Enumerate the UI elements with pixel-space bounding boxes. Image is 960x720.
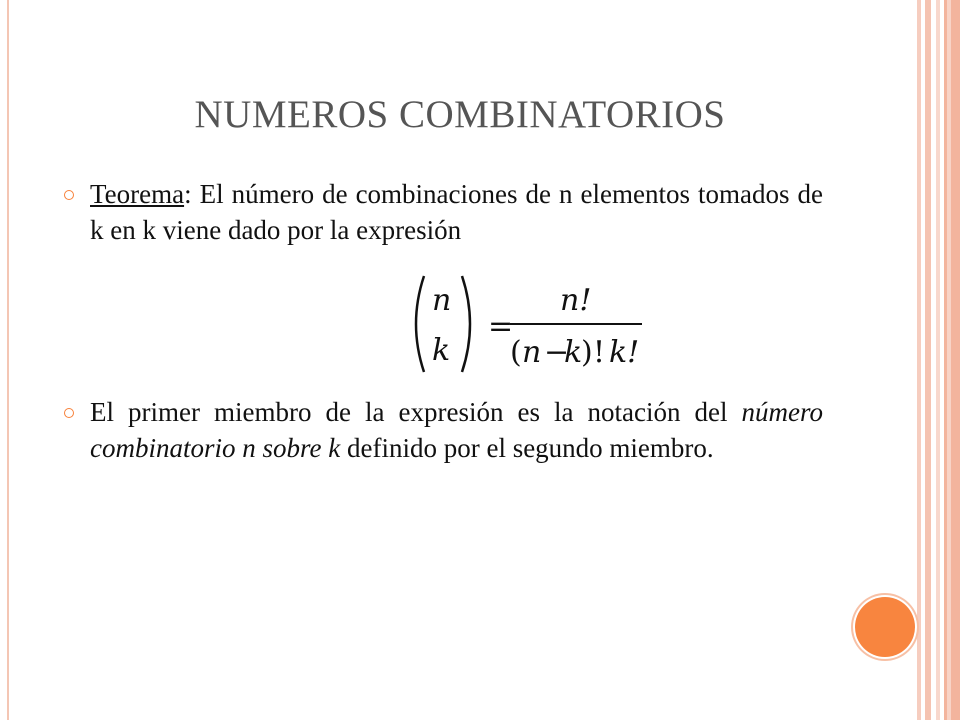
denominator-k: k [564,335,583,370]
denominator-k-factorial: k! [609,335,640,370]
decorative-stripe [936,0,940,720]
binom-top: n [432,283,452,318]
binom-bottom: k [432,333,451,368]
slide-title: NUMEROS COMBINATORIOS [194,93,726,136]
binomial-formula [410,272,660,376]
decorative-stripe [925,0,931,720]
bullet-circle-icon [64,408,74,418]
notation-text-before: El primer miembro de la expresión es la notación del [90,397,742,427]
notation-text-after: definido por el segundo miembro. [340,433,714,463]
decorative-circle [855,597,915,657]
equals-sign: = [488,309,514,344]
denominator-n: n [522,335,542,370]
left-paren [416,276,424,372]
denominator-close-paren: ) [581,335,593,370]
denominator-factorial: ! [593,335,606,370]
denominator-minus: − [544,335,570,370]
theorem-text: El número de combinaciones de n elementos tomados de k en k viene dado por la expresión [90,179,823,245]
bullet-notation [90,394,823,466]
theorem-colon: : [184,179,192,209]
notation-emphasis: número combinatorio n sobre k [90,397,823,463]
right-paren [462,276,470,372]
bullet-theorem [90,176,823,248]
theorem-label: Teorema [90,179,185,209]
bullet-circle-icon [64,190,74,200]
denominator-open-paren: ( [510,335,522,370]
decorative-stripe [947,0,951,720]
numerator: n! [560,283,592,318]
